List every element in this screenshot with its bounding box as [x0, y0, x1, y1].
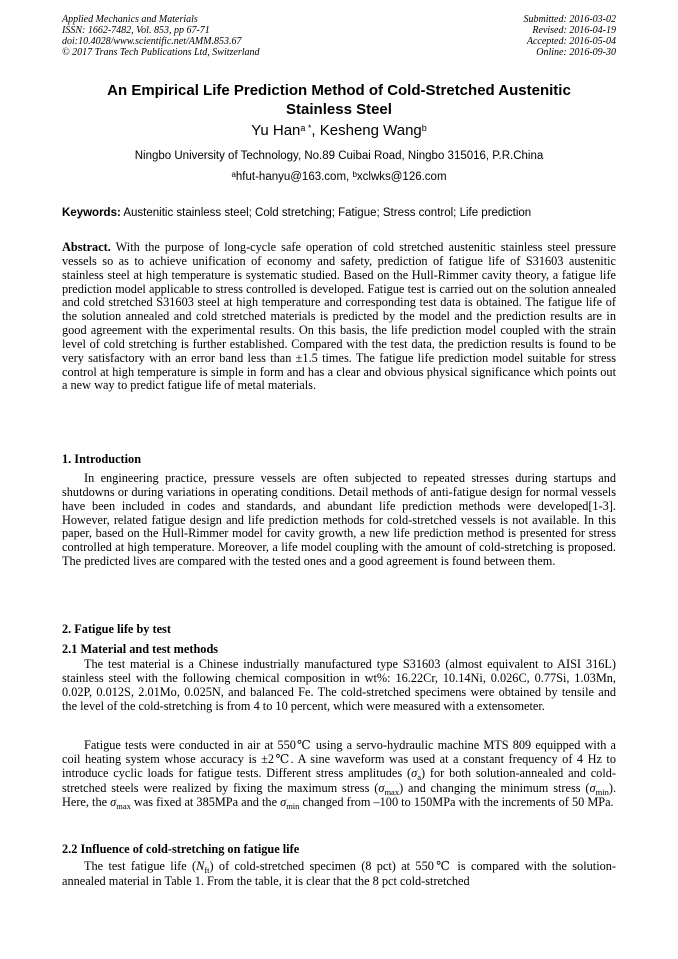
text-run: Fatigue tests were conducted in air at 550℃ using a servo-hydraulic machine MTS 809 equipped with a coil heating system whose accuracy is ±2℃. A sine waveform was used at a constant frequency of 4 Hz to introduce cyclic loads for fatigue tests. Different stress amplitudes ( [62, 738, 616, 780]
section-heading: 2. Fatigue life by test [62, 622, 171, 636]
author-name: Yu Han [251, 122, 301, 139]
text-run: changed from –100 to 150MPa with the increments of 50 MPa. [299, 795, 614, 810]
text-run: ) for both solution-annealed and cold-stretched steels were realized by fixing the maximum stress ( [62, 765, 616, 795]
sigma-symbol: σ [589, 780, 596, 795]
author-list [62, 121, 616, 141]
abstract-text: With the purpose of long-cycle safe operation of cold stretched austenitic stainless steel pressure vessels so as to achieve unification of economy and safety, prediction of fatigue life of S31603 austenitic stainless steel at high temperature is systematic studied. Based on the Hull-Rimmer cavity theory, a fatigue life prediction model applicable to stress controlled is developed. Fatigue test is carried out on the solution annealed and cold stretched S31603 steel at high temperature and corresponding test data is obtained. The fatigue life of the solution annealed and cold stretched materials is predicted by the model and the prediction results are in good agreement with the experimental results. On this basis, the life prediction model coupled with the strain level of cold stretching is further established. Compared with the test data, the prediction results is found to be very satisfactory with an error band less than ±1.5 times. The fatigue life prediction model suitable for stress control at high temperature is simple in form and has a clear and obvious physical significance which points out a new way to predict fatigue life of metal materials. [62, 240, 616, 393]
email-mark: a [231, 170, 236, 179]
journal-copyright: © 2017 Trans Tech Publications Ltd, Switzerland [62, 47, 260, 58]
text-run: was fixed at 385MPa and the [130, 795, 281, 810]
author-separator: , [311, 122, 320, 139]
author-affil-mark: b [421, 123, 427, 133]
email-separator: , [346, 171, 353, 183]
subscript: max [384, 786, 400, 797]
paragraph [62, 739, 616, 811]
sigma-symbol: σ [378, 780, 385, 795]
text-run: ) and changing the minimum stress ( [399, 780, 590, 795]
text-run: ). Here, the [62, 780, 617, 810]
date-submitted: Submitted: 2016-03-02 [523, 14, 616, 25]
sigma-symbol: σ [411, 765, 418, 780]
author-affil-mark: a * [300, 123, 312, 133]
sigma-symbol: σ [110, 795, 117, 810]
paper-title [62, 81, 616, 119]
subscript: min [286, 801, 300, 812]
keywords-text: Austenitic stainless steel; Cold stretching; Fatigue; Stress control; Life prediction [120, 207, 532, 219]
abstract [62, 241, 616, 393]
email-link[interactable]: xclwks@126.com [356, 171, 447, 183]
subscript: min [595, 786, 609, 797]
title-line-2: Stainless Steel [286, 101, 392, 118]
journal-doi: doi:10.4028/www.scientific.net/AMM.853.67 [62, 36, 242, 47]
date-online: Online: 2016-09-30 [536, 47, 616, 58]
symbol-n: N [196, 859, 205, 873]
dates-header [524, 14, 617, 58]
subscript: ft [204, 865, 210, 875]
date-revised: Revised: 2016-04-19 [532, 25, 616, 36]
journal-issn: ISSN: 1662-7482, Vol. 853, pp 67-71 [62, 25, 210, 36]
keywords [62, 206, 616, 220]
subsection-heading: 2.1 Material and test methods [62, 642, 219, 656]
section-heading: 1. Introduction [62, 452, 142, 466]
affiliation: Ningbo University of Technology, No.89 Cuibai Road, Ningbo 315016, P.R.China [134, 150, 544, 162]
journal-header [62, 14, 260, 58]
paragraph: The test material is a Chinese industrially manufactured type S31603 (almost equivalent to AISI 316L) stainless steel with the following chemical composition in wt%: 16.22Cr, 10.14Ni, 0.026C, 0.77Si, 1.03Mn, 0.02P, 0.012S, 2.01Mo, 0.025N, and balanced Fe. The cold-stretched specimens were obtained by tensile and the level of the cold-stretching is from 4 to 10 percent, which were measured with a extensometer. [62, 657, 616, 713]
text-run: ) of cold-stretched specimen (8 pct) at 550℃ is compared with the solution-annealed material in Table 1. From the table, it is clear that the 8 pct cold-stretched [62, 859, 616, 888]
subscript: a [417, 771, 421, 782]
email-link[interactable]: hfut-hanyu@163.com [235, 171, 347, 183]
journal-name: Applied Mechanics and Materials [62, 14, 198, 25]
title-line-1: An Empirical Life Prediction Method of Cold-Stretched Austenitic [107, 82, 571, 99]
paragraph: In engineering practice, pressure vessels are often subjected to repeated stresses during startups and shutdowns or during variations in operating conditions. Detail methods of anti-fatigue design for normal vessels have been included in codes and standards, and abundant life prediction methods were developed[1-3]. However, related fatigue design and life prediction methods for cold-stretched vessels is not available. In this paper, based on the Hull-Rimmer model for cavity growth, a new life prediction method is presented for stress controlled at high temperature. Moreover, a life model coupling with the amount of cold-stretching is proposed. The predicted lives are compared with the tested ones and a good agreement is found between them. [62, 471, 616, 569]
keywords-label: Keywords: [62, 207, 121, 219]
paragraph [62, 860, 616, 889]
text-run: The test fatigue life ( [84, 859, 197, 873]
sigma-symbol: σ [280, 795, 287, 810]
author-name: Kesheng Wang [319, 122, 422, 139]
subsection-heading: 2.2 Influence of cold-stretching on fatigue life [62, 842, 300, 856]
email-mark: b [352, 170, 357, 179]
date-accepted: Accepted: 2016-05-04 [526, 36, 616, 47]
author-emails [62, 170, 616, 184]
subscript: max [116, 801, 131, 812]
abstract-label: Abstract. [62, 240, 111, 254]
